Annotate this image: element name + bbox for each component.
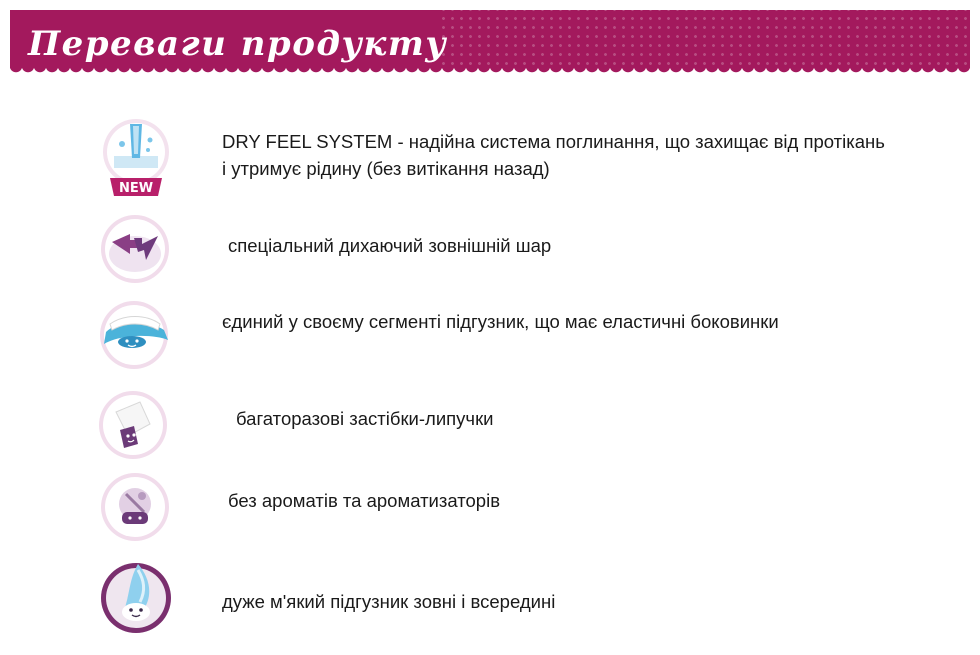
breathable-layer-icon xyxy=(100,214,170,284)
soft-diaper-icon xyxy=(100,560,172,634)
header-scallop-edge xyxy=(10,66,970,76)
header-banner xyxy=(10,10,970,68)
feature-text-breathable: спеціальний дихаючий зовнішній шар xyxy=(228,235,552,256)
no-fragrance-icon xyxy=(100,472,170,542)
new-badge-text: NEW xyxy=(118,181,154,196)
velcro-fastener-icon xyxy=(98,390,168,460)
feature-text-dry-feel-line1: DRY FEEL SYSTEM - надійна система поглинання, що захищає від протікань xyxy=(222,131,885,152)
feature-text-soft-diaper: дуже м'який підгузник зовні і всередині xyxy=(222,591,556,612)
feature-text-elastic-sides: єдиний у своєму сегменті підгузник, що має еластичні боковинки xyxy=(222,311,779,332)
droplet-absorb-new-icon xyxy=(100,118,172,200)
elastic-sides-icon xyxy=(98,300,174,370)
feature-text-no-fragrance: без ароматів та ароматизаторів xyxy=(228,490,501,511)
feature-text-velcro: багаторазові застібки-липучки xyxy=(236,408,494,429)
feature-text-dry-feel-line2: і утримує рідину (без витікання назад) xyxy=(222,158,550,179)
page-title: Переваги продукту xyxy=(28,24,448,64)
